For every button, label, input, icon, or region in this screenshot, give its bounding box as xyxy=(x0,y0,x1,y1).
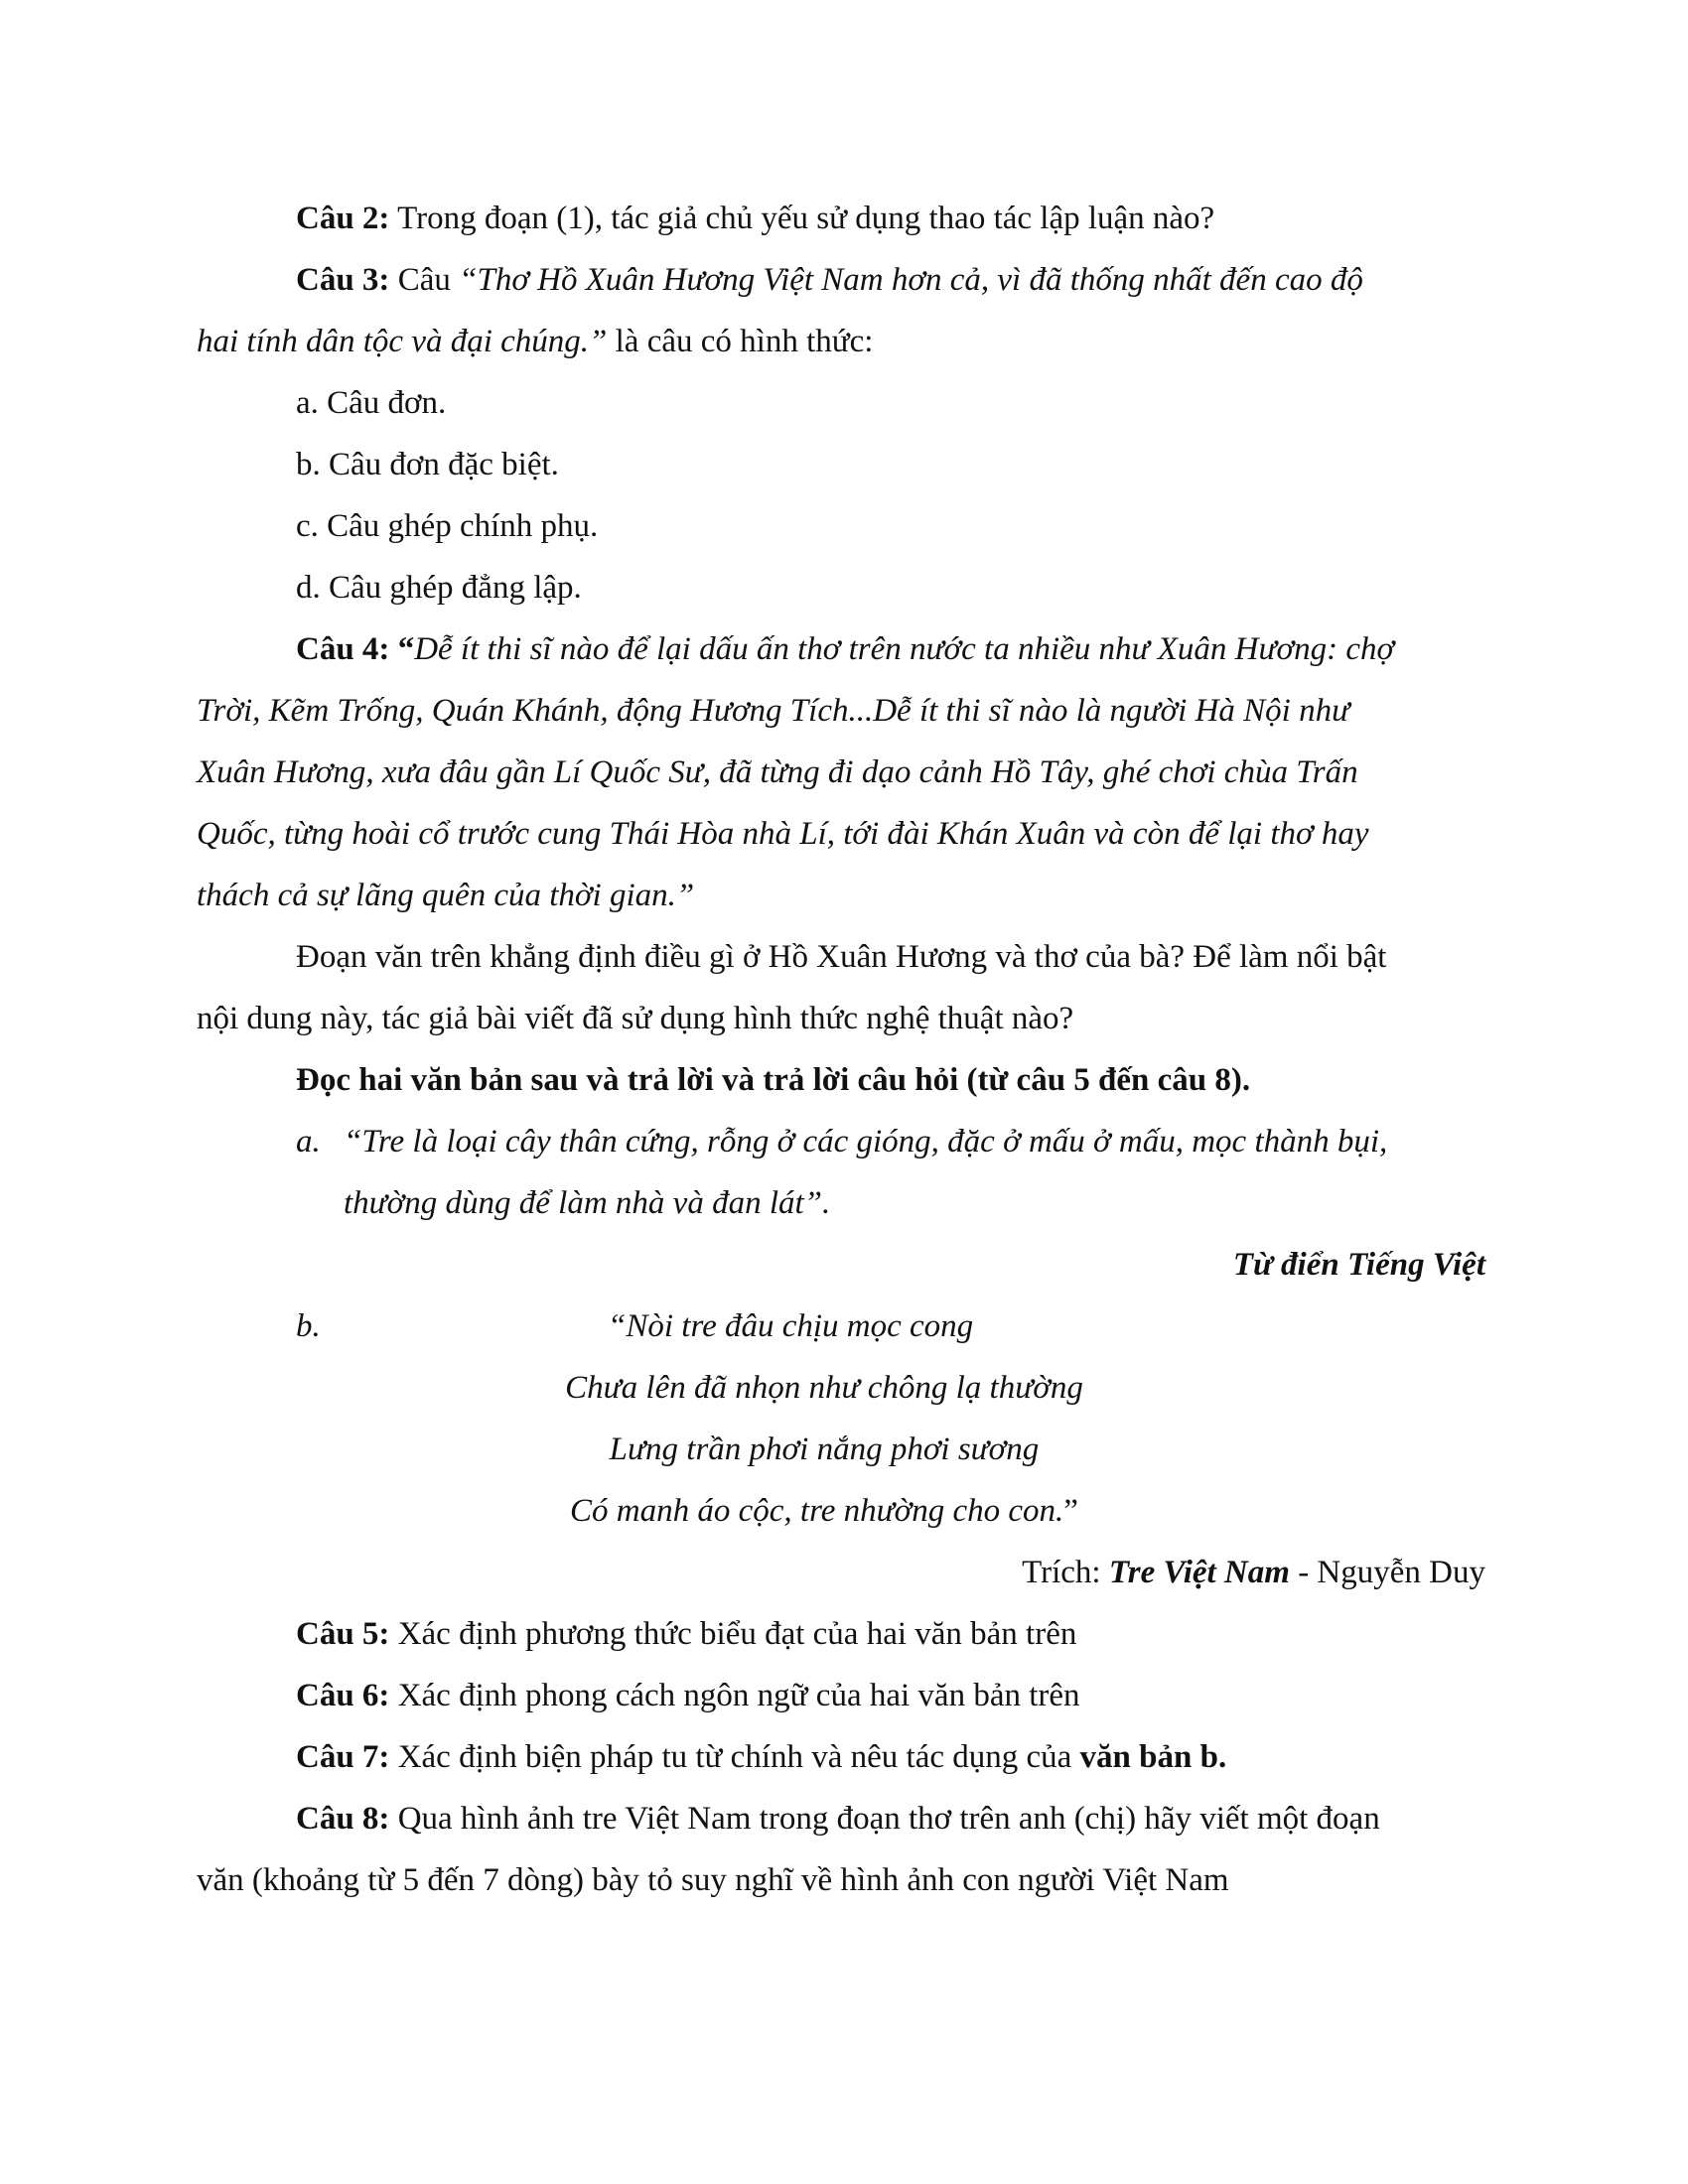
question-7-label: Câu 7: xyxy=(296,1739,390,1775)
question-4-quote-line: thách cả sự lãng quên của thời gian.” xyxy=(197,878,695,913)
question-4 xyxy=(296,627,1394,671)
question-3-line2 xyxy=(197,320,873,363)
question-7-bold-end: văn bản b. xyxy=(1079,1739,1227,1775)
option-c: c. Câu ghép chính phụ. xyxy=(296,508,599,544)
text-a-line2: thường dùng để làm nhà và đan lát”. xyxy=(344,1185,831,1221)
question-5-label: Câu 5: xyxy=(296,1616,390,1652)
question-6-label: Câu 6: xyxy=(296,1678,390,1713)
question-4-quote-line: Quốc, từng hoài cổ trước cung Thái Hòa nhà Lí, tới đài Khán Xuân và còn để lại thơ hay xyxy=(197,816,1369,852)
question-3-quote-line1: “Thơ Hồ Xuân Hương Việt Nam hơn cả, vì đã thống nhất đến cao độ xyxy=(459,262,1363,298)
poem-line: Chưa lên đã nhọn như chông lạ thường xyxy=(565,1370,1083,1406)
question-2-label: Câu 2: xyxy=(296,201,390,236)
question-3-quote-line2: hai tính dân tộc và đại chúng.” xyxy=(197,324,608,359)
question-3-label: Câu 3: xyxy=(296,262,390,298)
question-4-label: Câu 4: xyxy=(296,631,390,667)
question-8-line1: Qua hình ảnh tre Việt Nam trong đoạn thơ trên anh (chị) hãy viết một đoạn xyxy=(389,1801,1380,1837)
question-3 xyxy=(296,258,1363,302)
question-5-text: Xác định phương thức biểu đạt của hai văn bản trên xyxy=(389,1616,1077,1652)
question-4-quote-line: Dễ ít thi sĩ nào để lại dấu ấn thơ trên nước ta nhiều như Xuân Hương: chợ xyxy=(414,631,1395,667)
text-a-marker: a. xyxy=(296,1124,321,1160)
question-8-line2: văn (khoảng từ 5 đến 7 dòng) bày tỏ suy nghĩ về hình ảnh con người Việt Nam xyxy=(197,1862,1229,1898)
poem-line: Có manh áo cộc, tre nhường cho con. xyxy=(570,1493,1064,1529)
option-a: a. Câu đơn. xyxy=(296,385,447,421)
question-5 xyxy=(296,1612,1076,1656)
question-4-quote-open: “ xyxy=(389,631,415,667)
reading-instruction: Đọc hai văn bản sau và trả lời và trả lời câu hỏi (từ câu 5 đến câu 8). xyxy=(296,1062,1251,1098)
text-b-source-author: - Nguyễn Duy xyxy=(1289,1555,1485,1590)
text-a-line1: “Tre là loại cây thân cứng, rỗng ở các gióng, đặc ở mấu ở mấu, mọc thành bụi, xyxy=(344,1124,1388,1160)
text-b-source-prefix: Trích: xyxy=(1022,1555,1109,1590)
question-4-quote-line: Trời, Kẽm Trống, Quán Khánh, động Hương Tích...Dễ ít thi sĩ nào là người Hà Nội như xyxy=(197,693,1350,729)
question-6-text: Xác định phong cách ngôn ngữ của hai văn bản trên xyxy=(389,1678,1080,1713)
option-b: b. Câu đơn đặc biệt. xyxy=(296,447,559,482)
poem-close-quote: ” xyxy=(1063,1493,1078,1529)
question-4-question-line1: Đoạn văn trên khẳng định điều gì ở Hồ Xuân Hương và thơ của bà? Để làm nổi bật xyxy=(296,939,1387,975)
question-7-text: Xác định biện pháp tu từ chính và nêu tác dụng của xyxy=(389,1739,1080,1775)
question-8-label: Câu 8: xyxy=(296,1801,390,1837)
poem-line: “Nòi tre đâu chịu mọc cong xyxy=(608,1308,974,1344)
question-4-question-line2: nội dung này, tác giả bài viết đã sử dụng hình thức nghệ thuật nào? xyxy=(197,1001,1074,1036)
question-3-text-after: là câu có hình thức: xyxy=(607,324,874,359)
question-7 xyxy=(296,1735,1226,1779)
question-2 xyxy=(296,197,1214,240)
poem-line: Lưng trần phơi nắng phơi sương xyxy=(609,1432,1040,1467)
text-b-source-title: Tre Việt Nam xyxy=(1108,1555,1290,1590)
question-8 xyxy=(296,1797,1380,1841)
text-a-source: Từ điển Tiếng Việt xyxy=(1232,1247,1485,1283)
poem-line-last xyxy=(496,1489,1152,1533)
option-d: d. Câu ghép đẳng lập. xyxy=(296,570,582,606)
text-b-marker: b. xyxy=(296,1308,321,1344)
question-3-text-before: Câu xyxy=(389,262,460,298)
question-2-text: Trong đoạn (1), tác giả chủ yếu sử dụng thao tác lập luận nào? xyxy=(389,201,1215,236)
question-4-quote-line: Xuân Hương, xưa đâu gần Lí Quốc Sư, đã từng đi dạo cảnh Hồ Tây, ghé chơi chùa Trấn xyxy=(197,754,1358,790)
question-6 xyxy=(296,1674,1080,1717)
text-b-source xyxy=(894,1551,1485,1594)
